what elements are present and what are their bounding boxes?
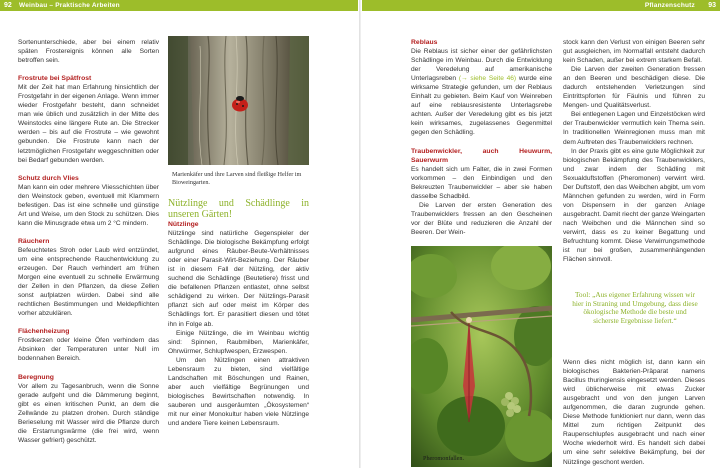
nuetzlinge-heading: Nützlinge — [168, 221, 199, 228]
beregnung-paragraph: Vor allem zu Tagesanbruch, wenn die Sonne gerade aufgeht und die Dämmerung beginnt, gibt es einen kritischen Punkt, an dem die Zellwände zu platzen drohen. Durch ständige Berieselung mit Wasser wird die Pflanze durch die Erstarrungswärme (die frei wird, wenn Wasser gefriert) geschützt. — [18, 382, 159, 444]
nuetzlinge-paragraph-3: Um den Nützlingen einen attraktiven Lebensraum zu bieten, sind vielfältige Landschaften mit Böschungen und Rainen, aber auch vielfältige Begrünungen und biologisches Bewirtschaften notwendig. In sauberen und ausgeräumten „Ökosystemen“ mit nur einer Monokultur haben viele Nützlinge und andere Tiere keinen Lebensraum. — [168, 356, 309, 428]
traubenwickler-heading: Traubenwickler, auch Heuwurm, Sauerwurm — [411, 147, 552, 164]
reblaus-text-a: Die Reblaus ist sicher einer der gefährlichsten Schädlinge im Weinbau. Durch die Entwicklung der Veredelung auf amerikanische Unterlagsreben — [411, 48, 552, 83]
pheromone-caption: Pheromonfallen. — [423, 455, 465, 462]
ladybug-caption: Marienkäfer und ihre Larven sind fleißige Helfer im Bioweingarten. — [172, 171, 302, 186]
flaechenheizung-heading: Flächenheizung — [18, 328, 70, 336]
right-running-head: Pflanzenschutz — [644, 2, 695, 9]
nuetzlinge-paragraph-2: Einige Nützlinge, die im Weinbau wichtig sind: Spinnen, Raubmilben, Marienkäfer, Ohrwürmer, Schlupfwespen, Erzwespen. — [168, 329, 309, 355]
pheromone-trap-photo — [411, 246, 552, 467]
right-page-number: 93 — [708, 2, 716, 9]
right-column-2-bottom — [563, 358, 705, 467]
raeuchern-heading: Räuchern — [18, 237, 50, 245]
right-column-2-top — [563, 38, 705, 264]
reblaus-text-b: wurde eine wirksame Strategie gefunden, um der Reblaus Einhalt zu gebieten. Beim Kauf von Weinreben auf eine reblausresistente Unterlagsrebe achten. Außer der Veredelung gibt es bis jetzt kein wirksames, zugelassenes Gegenmittel gegen den Schädling. — [411, 75, 552, 137]
nuetzlinge-paragraph-1: Nützlinge sind natürliche Gegenspieler der Schädlinge. Die biologische Bekämpfung erfolgt aufgrund eines Räuber-Beute-Verhältnisses oder einer Parasit-Wirt-Beziehung. Der Räuber ist in diesem Fall der Nützling, der aktiv suchend die Schädlinge (Beutetiere) frisst und die befallenen Pflanzen entlastet, ohne selbst schädigend zu wirken. Der Nützlings-Parasit pflanzt sich auf oder meist im Körper des Schädlings fort. Er parasitiert diesen und tötet ihn in Folge ab. — [168, 230, 309, 328]
beregnung-heading: Beregnung — [18, 373, 54, 381]
traubenwickler-paragraph-1: Es handelt sich um Falter, die in zwei Formen vorkommen – den Einbindigen und den Bekreuzten Traubenwickler – aber sie haben dasselbe Schadbild. — [411, 165, 552, 200]
left-column-1 — [18, 38, 159, 445]
traubenwickler-paragraph-6: In der Praxis gibt es eine gute Möglichkeit zur biologischen Bekämpfung des Traubenwicklers, und zwar indem der Schädling mit Sexualduftstoffen (Pheromonen) verwirrt wird. Der Duftstoff, den das Weibchen abgibt, um vom Männchen gefunden zu werden, wird in Form von Dispensern in der ganzen Anlage ausgebracht. Damit riecht der ganze Weingarten nach Weibchen und die Männchen sind so verwirrt, dass es zu keiner Begattung und Befruchtung kommt. Diese Verwirrungsmethode ist nur bei großen, zusammenhängenden Flächen sinnvoll. — [563, 147, 705, 264]
traubenwickler-paragraph-3: stock kann den Verlust von einigen Beeren sehr gut ausgleichen, im Normalfall entsteht dadurch kein Schaden, außer bei extrem starkem Befall. — [563, 39, 705, 65]
reblaus-heading: Reblaus — [411, 39, 438, 46]
reblaus-page-reference: (→ siehe Seite 46) — [458, 75, 517, 83]
intro-paragraph: Sortenunterschiede, aber bei einem relativ späten Frostereignis können alle Sorten betroffen sein. — [18, 39, 159, 65]
ladybug-photo — [168, 36, 309, 165]
frostrute-heading: Frostrute bei Spätfrost — [18, 75, 92, 83]
ladybug-illustration — [168, 36, 309, 165]
vlies-paragraph: Man kann ein oder mehrere Vliesschichten über den Weinstock geben, eventuell mit Klammern befestigen. Das ist eine schnelle und günstige Art und Weise, um den Stock zu schützen. Dies kann die Minusgrade etwa um 2 °C mindern. — [18, 183, 159, 227]
flaechenheizung-paragraph: Frostkerzen oder kleine Öfen verhindern das Absinken der Temperaturen unter Null im bodennahen Bereich. — [18, 337, 159, 363]
left-column-2 — [168, 199, 309, 428]
traubenwickler-paragraph-4: Die Larven der zweiten Generation fressen an den Beeren und beschädigen diese. Die dadurch entstehenden Verletzungen sind Eintrittspforten für Fäulnis und führen zu Mengen- und Qualitätsverlust. — [563, 66, 705, 110]
section-title: Nützlinge und Schädlinge in unseren Gärten! — [168, 198, 309, 220]
pheromone-trap-illustration — [411, 246, 552, 467]
reblaus-paragraph — [411, 47, 552, 137]
vlies-heading: Schutz durch Vlies — [18, 174, 79, 182]
pull-quote: Tool: „Aus eigener Erfahrung wissen wir hier in Straning und Umgebung, dass diese ökologische Methode die beste und sicherste Ergebnisse liefert.“ — [572, 290, 698, 325]
traubenwickler-paragraph-2: Die Larven der ersten Generation des Traubenwicklers fressen an den Gescheinen vor der Blüte und reduzieren die Anzahl der Beeren. Der Wein- — [411, 201, 552, 236]
book-gutter — [359, 0, 361, 468]
right-column-1 — [411, 38, 552, 237]
raeuchern-paragraph: Befeuchtetes Stroh oder Laub wird entzündet, um eine entsprechende Rauchentwicklung zu erzeugen. Der Rauch verhindert am frühen Morgen eine eventuell zu schnelle Erwärmung der Zellen in den Pflanzen, da diese Zellen sonst aufplatzen würden. Dabei sind alle rechtlichen Bestimmungen und Meldepflichten vorher abzuklären. — [18, 246, 159, 318]
traubenwickler-paragraph-5: Bei entlegenen Lagen und Einzelstöcken wird der Traubenwickler vermutlich kein Thema sein. In traditionellen Weinregionen muss man mit dem Auftreten des Traubenwicklers rechnen. — [563, 111, 705, 146]
left-page-number: 92 — [4, 2, 12, 9]
frostrute-paragraph: Mit der Zeit hat man Erfahrung hinsichtlich der Frostgefahr in der eigenen Anlage. Wenn immer wieder Frostgefahr besteht, dann schneidet man wie üblich und zusätzlich in der Mitte des Weinstocks eine längere Rute an. Die Strecker werden – bis auf die Frostrute – wie gewohnt gebunden. Die Frostrute kann nach der letztmöglichen Frostgefahr weggeschnitten oder bei Bedarf gebunden werden. — [18, 84, 159, 164]
left-running-head: Weinbau – Praktische Arbeiten — [19, 2, 120, 9]
bacillus-paragraph: Wenn dies nicht möglich ist, dann kann ein biologisches Bakterien-Präparat namens Bacillus thuringiensis eingesetzt werden. Dieses wird üblicherweise mit etwas Zucker ausgebracht und von den jungen Larven aufgenommen, die daran zugrunde gehen. Diese Methode funktioniert nur dann, wenn das Mittel zum richtigen Zeitpunkt des Raupenschlupfes ausgebracht und nach einer Woche wiederholt wird. Es handelt sich dabei um eine sehr selektive Bekämpfung, bei der Nützlinge geschont werden. — [563, 359, 705, 466]
